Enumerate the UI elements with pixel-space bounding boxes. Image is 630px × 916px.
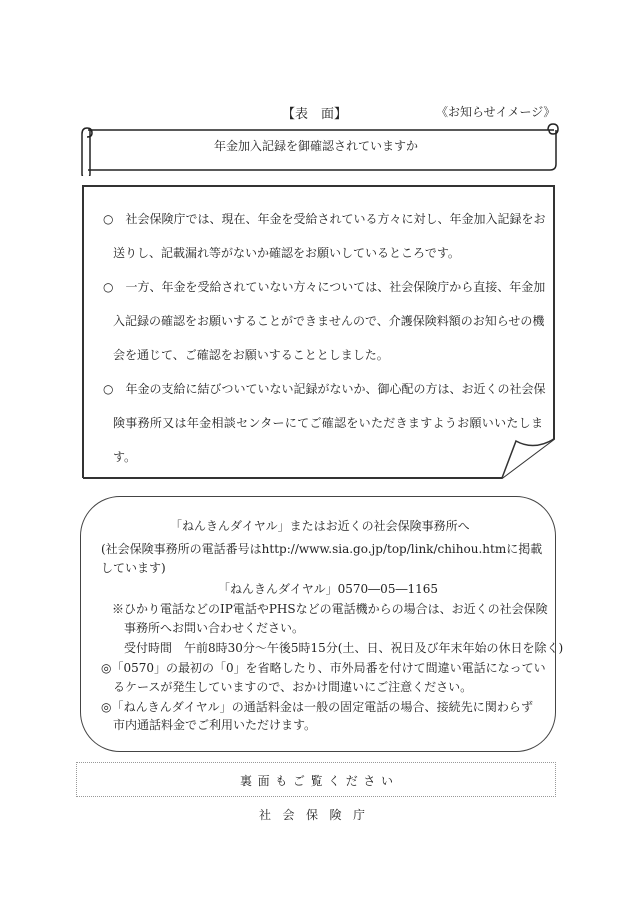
notice-line: ○ 社会保険庁では、現在、年金を受給されている方々に対し、年金加入記録をお [103, 212, 546, 226]
see-back-text: 裏面もご覧ください [240, 774, 393, 788]
notice-line: ○ 一方、年金を受給されていない方々については、社会保険庁から直接、年金加 [103, 280, 546, 294]
page-curl-border [82, 185, 555, 480]
caution-call-fee-cont: 市内通話料金でご利用いただけます。 [113, 718, 317, 732]
notice-line: 入記録の確認をお願いすることができませんので、介護保険料額のお知らせの機 [113, 314, 545, 328]
ip-phone-note: ※ひかり電話などのIP電話やPHSなどの電話機からの場合は、お近くの社会保険 [112, 602, 548, 616]
notice-line: ○ 年金の支給に結びついていない記録がないか、御心配の方は、お近くの社会保 [103, 382, 546, 396]
phone-note: (社会保険事務所の電話番号はhttp://www.sia.go.jp/top/link/chihou.htmに掲載 [101, 542, 543, 556]
ip-phone-note-cont: 事務所へお問い合わせください。 [124, 621, 305, 635]
caution-wrong-number: ◎「0570」の最初の「0」を省略したり、市外局番を付けて間違い電話になってい [101, 661, 546, 675]
agency-name: 社会保険庁 [259, 808, 365, 822]
caution-wrong-number-cont: るケースが発生していますので、おかけ間違いにご注意ください。 [113, 680, 473, 694]
caution-call-fee: ◎「ねんきんダイヤル」の通話料金は一般の固定電話の場合、接続先に関わらず [101, 700, 533, 714]
phone-note-cont: しています) [101, 561, 166, 575]
notice-line: す。 [113, 450, 137, 464]
banner-title: 年金加入記録を御確認されていますか [214, 139, 419, 153]
image-label: 《お知らせイメージ》 [436, 105, 556, 119]
notice-line: 送りし、記載漏れ等がないか確認をお願いしているところです。 [113, 246, 460, 260]
reception-hours: 受付時間 午前8時30分～午後5時15分(土、日、祝日及び年末年始の休日を除く) [124, 641, 564, 655]
notice-line: 険事務所又は年金相談センターにてご確認をいただきますようお願いいたしま [113, 416, 543, 430]
notice-line: 会を通じて、ご確認をお願いすることとしました。 [113, 348, 389, 362]
side-label: 【表 面】 [282, 107, 348, 122]
contact-heading: 「ねんきんダイヤル」またはお近くの社会保険事務所へ [170, 519, 470, 533]
nenkin-dial-number: 「ねんきんダイヤル」0570―05―1165 [218, 582, 438, 596]
